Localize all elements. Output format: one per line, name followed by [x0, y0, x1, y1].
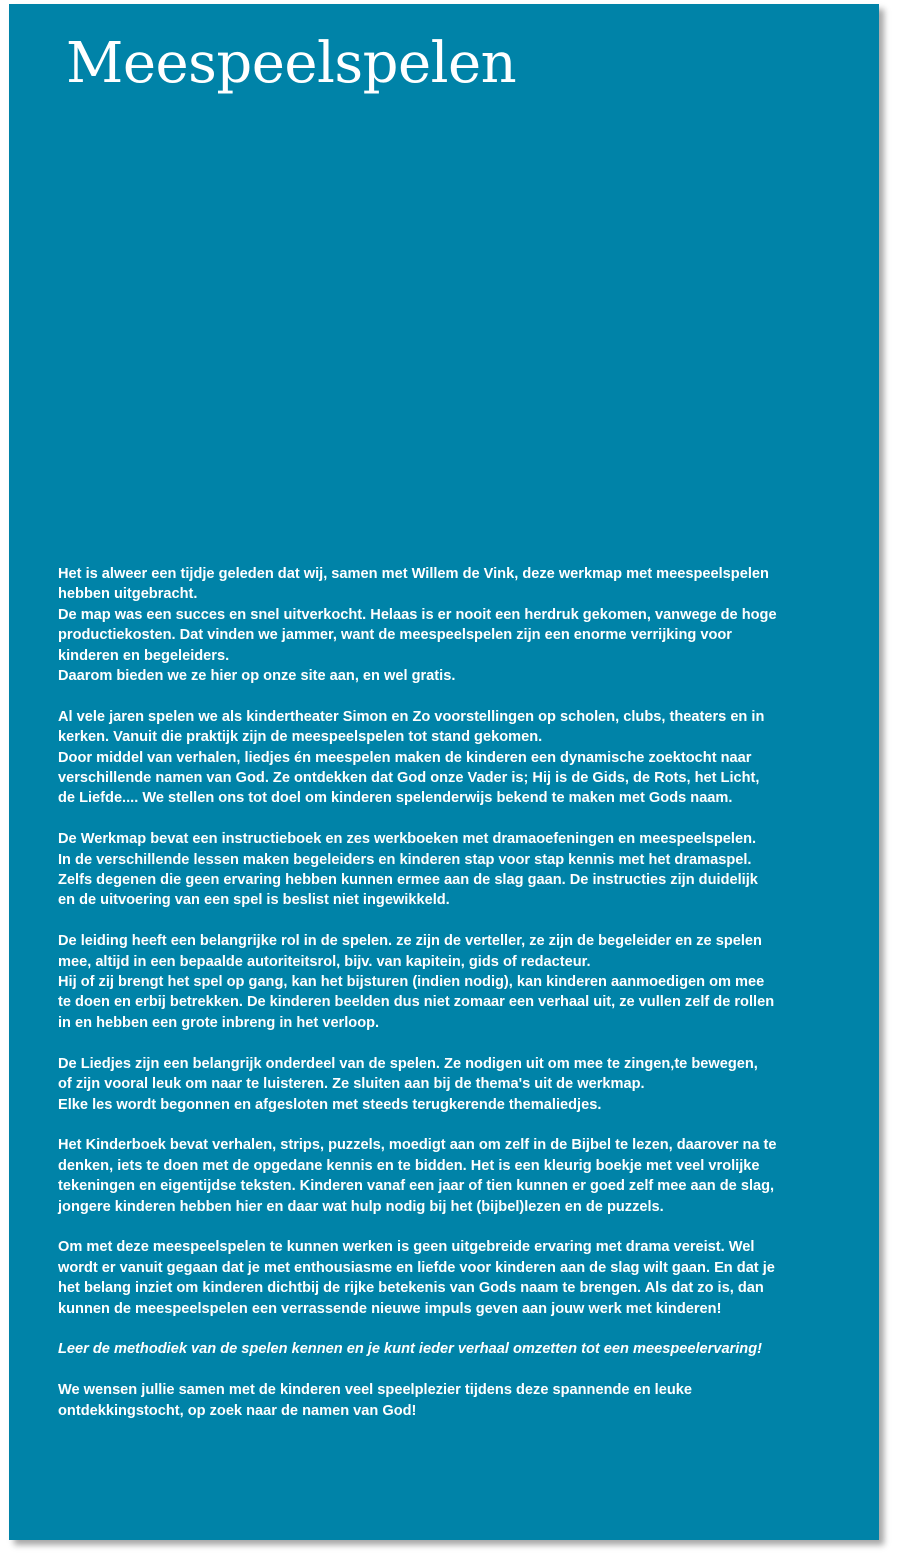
- paragraph-liedjes: De Liedjes zijn een belangrijk onderdeel van de spelen. Ze nodigen uit om mee te zingen,te bewegen, of zijn vooral leuk om naar te luisteren. Ze sluiten aan bij de thema's uit de werkmap. Elke les wordt begonnen en afgesloten met steeds terugkerende themaliedjes.: [58, 1055, 758, 1113]
- page-title: Meespeelspelen: [66, 31, 517, 96]
- content-panel: [9, 4, 879, 1540]
- paragraph-ervaring: Om met deze meespeelspelen te kunnen werken is geen uitgebreide ervaring met drama vereist. Wel wordt er vanuit gegaan dat je met enthousiasme en liefde voor kinderen aan de slag wilt gaan. En dat je het belang inziet om kinderen dichtbij de rijke betekenis van Gods naam te brengen. Als dat zo is, dan kunnen de meespeelspelen een verrassende nieuwe impuls geven aan jouw werk met kinderen!: [58, 1239, 775, 1317]
- paragraph-werkmap: De Werkmap bevat een instructieboek en zes werkboeken met dramaoefeningen en meespeelspelen. In de verschillende lessen maken begeleiders en kinderen stap voor stap kennis met het dramaspel. Zelfs degenen die geen ervaring hebben kunnen ermee aan de slag gaan. De instructies zijn duidelijk en de uitvoering van een spel is beslist niet ingewikkeld.: [58, 831, 758, 909]
- paragraph-leiding: De leiding heeft een belangrijke rol in de spelen. ze zijn de verteller, ze zijn de begeleider en ze spelen mee, altijd in een bepaalde autoriteitsrol, bijv. van kapitein, gids of redacteur. Hij of zij brengt het spel op gang, kan het bijsturen (indien nodig), kan kinderen aanmoedigen om mee te doen en erbij betrekken. De kinderen beelden dus niet zomaar een verhaal uit, ze vullen zelf de rollen in en hebben een grote inbreng in het verloop.: [58, 933, 775, 1031]
- paragraph-methodiek: Leer de methodiek van de spelen kennen en je kunt ieder verhaal omzetten tot een meespeelervaring!: [58, 1341, 762, 1358]
- paragraph-kindertheater: Al vele jaren spelen we als kindertheater Simon en Zo voorstellingen op scholen, clubs, theaters en in kerken. Vanuit die praktijk zijn de meespeelspelen tot stand gekomen. Door middel van verhalen, liedjes én meespelen maken de kinderen een dynamische zoektocht naar verschillende namen van God. Ze ontdekken dat God onze Vader is; Hij is de Gids, de Rots, het Licht, de Liefde.... We stellen ons tot doel om kinderen spelenderwijs bekend te maken met Gods naam.: [58, 708, 765, 807]
- paragraph-wens: We wensen jullie samen met de kinderen veel speelplezier tijdens deze spannende en leuke ontdekkingstocht, op zoek naar de namen van God!: [58, 1382, 692, 1419]
- paragraph-intro: Het is alweer een tijdje geleden dat wij, samen met Willem de Vink, deze werkmap met meespeelspelen hebben uitgebracht. De map was een succes en snel uitverkocht. Helaas is er nooit een herdruk gekomen, vanwege de hoge productiekosten. Dat vinden we jammer, want de meespeelspelen zijn een enorme verrijking voor kinderen en begeleiders. Daarom bieden we ze hier op onze site aan, en wel gratis.: [58, 566, 777, 685]
- article-body: [58, 564, 858, 1441]
- paragraph-kinderboek: Het Kinderboek bevat verhalen, strips, puzzels, moedigt aan om zelf in de Bijbel te lezen, daarover na te denken, iets te doen met de opgedane kennis en te bidden. Het is een kleurig boekje met veel vrolijke tekeningen en eigentijdse teksten. Kinderen vanaf een jaar of tien kunnen er goed zelf mee aan de slag, jongere kinderen hebben hier en daar wat hulp nodig bij het (bijbel)lezen en de puzzels.: [58, 1137, 777, 1215]
